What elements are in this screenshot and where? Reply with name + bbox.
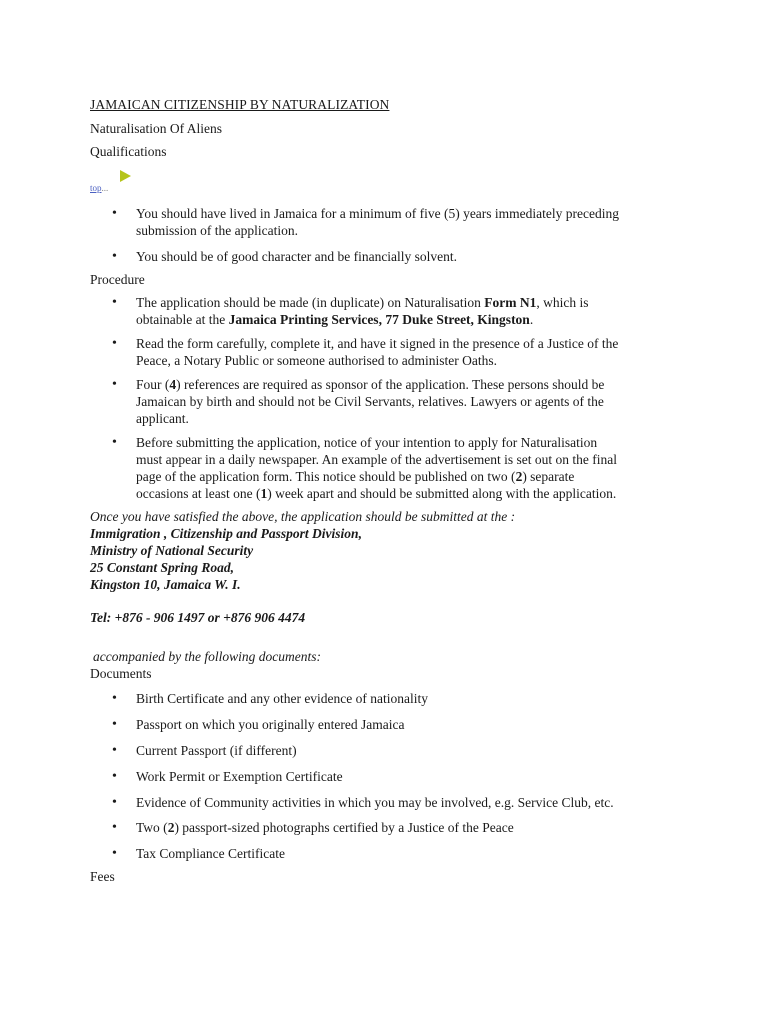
address-line: Ministry of National Security	[90, 543, 254, 558]
list-item: • Current Passport (if different)	[90, 742, 690, 759]
qualifications-list	[90, 205, 690, 265]
top-link[interactable]: top...	[90, 183, 109, 193]
accompanied-note: accompanied by the following documents:	[93, 649, 321, 664]
list-item: • You should be of good character and be financially solvent.	[90, 248, 690, 265]
list-item: • Four (4) references are required as sponsor of the application. These persons should be Jamaican by birth and should not be Civil Servants, relatives. Lawyers or agents of the applicant.	[90, 376, 690, 427]
fees-heading: Fees	[90, 869, 115, 884]
documents-heading: Documents	[90, 666, 152, 681]
telephone: Tel: +876 - 906 1497 or +876 906 4474	[90, 610, 306, 625]
list-item: • Before submitting the application, notice of your intention to apply for Naturalisation must appear in a daily newspaper. An example of the advertisement is set out on the final page of the application form. This notice should be published on two (2) separate occasions at least one (1) week apart and should be submitted along with the application.	[90, 434, 690, 502]
list-item: • Tax Compliance Certificate	[90, 845, 690, 862]
list-item: • Passport on which you originally entered Jamaica	[90, 716, 690, 733]
list-item: • You should have lived in Jamaica for a minimum of five (5) years immediately preceding submission of the application.	[90, 205, 690, 239]
document-title: JAMAICAN CITIZENSHIP BY NATURALIZATION	[90, 97, 390, 112]
play-arrow-icon	[120, 170, 131, 182]
procedure-list	[90, 294, 690, 502]
list-item: • Read the form carefully, complete it, and have it signed in the presence of a Justice of the Peace, a Notary Public or someone authorised to administer Oaths.	[90, 335, 690, 369]
address-line: 25 Constant Spring Road,	[90, 560, 235, 575]
address-line: Kingston 10, Jamaica W. I.	[90, 577, 241, 592]
documents-list	[90, 690, 690, 862]
list-item: • The application should be made (in duplicate) on Naturalisation Form N1, which is obtainable at the Jamaica Printing Services, 77 Duke Street, Kingston.	[90, 294, 690, 328]
list-item: • Two (2) passport-sized photographs certified by a Justice of the Peace	[90, 819, 690, 836]
list-item: • Birth Certificate and any other evidence of nationality	[90, 690, 690, 707]
list-item: • Work Permit or Exemption Certificate	[90, 768, 690, 785]
qualifications-heading: Qualifications	[90, 144, 167, 159]
procedure-heading: Procedure	[90, 272, 145, 287]
list-item: • Evidence of Community activities in which you may be involved, e.g. Service Club, etc.	[90, 794, 690, 811]
submit-note: Once you have satisfied the above, the application should be submitted at the :	[90, 509, 516, 524]
subtitle: Naturalisation Of Aliens	[90, 121, 222, 136]
address-line: Immigration , Citizenship and Passport Division,	[90, 526, 362, 541]
